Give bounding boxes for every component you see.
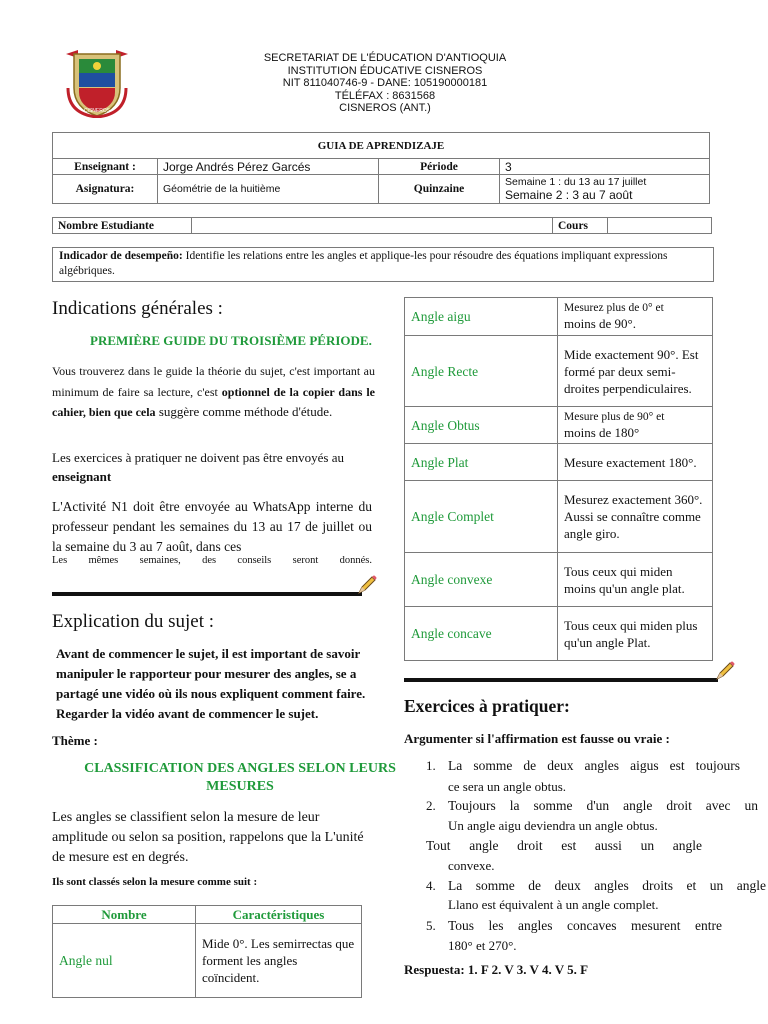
week-2: Semaine 2 : 3 au 7 août (505, 188, 633, 202)
angle-name-cell: Angle concave (405, 607, 558, 661)
indicator-box (52, 247, 714, 282)
indications-text-bold: enseignant (52, 469, 112, 484)
indications-paragraph-1 (52, 361, 375, 423)
pencil-divider (52, 592, 362, 596)
exercise-line-2: 180° et 270°. (448, 938, 517, 953)
course-label: Cours (553, 218, 608, 234)
angle-desc-small: Mesure plus de 90° et (564, 410, 665, 423)
exercise-number: 4. (426, 878, 436, 893)
list-item (404, 838, 766, 878)
header-line: SECRETARIAT DE L'ÉDUCATION D'ANTIOQUIA (263, 52, 507, 64)
period-value: 3 (500, 159, 710, 175)
indications-heading: Indications générales : (52, 298, 223, 319)
period-label: Période (379, 159, 500, 175)
angle-name-cell: Angle nul (53, 924, 196, 998)
angle-desc-cell: Mesure exactement 180°. (558, 444, 713, 481)
exercise-line-1: Toujours la somme d'un angle droit avec un (448, 798, 758, 813)
header-line: CISNEROS (ANT.) (339, 102, 431, 114)
pencil-icon (356, 574, 378, 601)
fortnight-label: Quinzaine (379, 175, 500, 204)
angle-name-cell: Angle convexe (405, 553, 558, 607)
angle-name-cell: Angle aigu (405, 298, 558, 336)
subject-value: Géométrie de la huitième (158, 175, 379, 204)
theme-title: CLASSIFICATION DES ANGLES SELON LEURS MESURES (84, 761, 396, 794)
list-item (404, 918, 766, 958)
theme-label: Thème : (52, 733, 98, 748)
explication-paragraph: Les angles se classifient selon la mesure de leur amplitude ou selon sa position, rappelons que la L'unité de mesure est en degrés. (52, 810, 364, 865)
exercise-line-1: Tous les angles concaves mesurent entre (448, 918, 722, 933)
indications-text: Vous trouverez dans le guide la théorie du sujet, c'est important au minimum de faire sa lecture, c'est (52, 364, 375, 399)
indications-text-bold: optionnel de la copier dans le cahier, bien que cela (52, 384, 375, 419)
angle-name-cell: Angle Recte (405, 336, 558, 407)
table-header-name: Nombre (53, 906, 196, 924)
table-header-features: Caractéristiques (196, 906, 362, 924)
answer-key: Respuesta: 1. F 2. V 3. V 4. V 5. F (404, 962, 589, 977)
angle-desc: moins de 90°. (564, 316, 637, 331)
angle-desc: moins de 180° (564, 424, 640, 440)
exercise-number: 5. (426, 918, 436, 933)
teacher-label: Enseignant : (53, 159, 158, 175)
header-line: INSTITUTION ÉDUCATIVE CISNEROS (287, 64, 483, 77)
angle-name-cell: Angle Plat (405, 444, 558, 481)
student-name-label: Nombre Estudiante (53, 218, 192, 234)
list-item (404, 758, 766, 798)
student-name-field[interactable] (192, 218, 553, 234)
indications-subtitle: PREMIÈRE GUIDE DU TROISIÈME PÉRIODE. (90, 333, 372, 348)
indications-text: Les exercices à pratiquer ne doivent pas être envoyés au (52, 450, 345, 465)
exercise-line-1: Tout angle droit est aussi un angle (426, 838, 702, 853)
angle-desc-cell: Tous ceux qui miden plus qu'un angle Plat. (558, 607, 713, 661)
student-table (52, 217, 712, 234)
course-field[interactable] (608, 218, 712, 234)
guide-title: GUIA DE APRENDIZAJE (53, 133, 710, 159)
angle-types-table (404, 297, 713, 661)
pencil-divider (404, 678, 718, 682)
angle-name-cell: Angle Complet (405, 481, 558, 553)
exercises-heading: Exercices à pratiquer: (404, 696, 570, 716)
explication-heading: Explication du sujet : (52, 611, 215, 632)
school-crest (64, 48, 130, 118)
exercises-instruction: Argumenter si l'affirmation est fausse ou vraie : (404, 731, 670, 746)
indicator-text: Identifie les relations entre les angles et applique-les pour résoudre des équations impliquant expressions algébriques. (59, 250, 668, 277)
angle-desc-small: Mesurez plus de 0° et (564, 302, 664, 314)
angle-nul-table (52, 905, 362, 998)
institution-header (200, 52, 570, 115)
indications-paragraph-2 (52, 448, 375, 486)
header-line: NIT 811040746-9 - DANE: 105190000181 (282, 77, 488, 89)
subject-label: Asignatura: (53, 175, 158, 204)
exercise-line-2: Llano est équivalent à un angle complet. (448, 897, 659, 912)
exercise-number: 1. (426, 758, 436, 773)
list-item (404, 798, 766, 838)
indicator-label: Indicador de desempeño: (59, 250, 183, 262)
crest-label: CISNEROS (83, 108, 111, 114)
pencil-icon (714, 660, 736, 687)
explication-intro: Avant de commencer le sujet, il est important de savoir manipuler le rapporteur pour mesurer des angles, se a partagé une vidéo où ils nous expliquent comment faire. Regarder la vidéo avant de commencer le sujet. (56, 646, 366, 721)
angle-desc-cell: Mide exactement 90°. Est formé par deux semi-droites perpendiculaires. (558, 336, 713, 407)
angle-desc-cell: Mide 0°. Les semirrectas que forment les angles coïncident. (196, 924, 362, 998)
fortnight-value (500, 175, 710, 204)
exercise-line-2: Un angle aigu deviendra un angle obtus. (448, 818, 658, 833)
exercise-line-2: ce sera un angle obtus. (448, 779, 567, 794)
teacher-name: Jorge Andrés Pérez Garcés (158, 159, 379, 175)
guide-info-table (52, 132, 710, 204)
angle-desc-cell (558, 407, 713, 444)
indications-small-note: Les mêmes semaines, des conseils seront donnés. (52, 555, 372, 566)
week-1: Semaine 1 : du 13 au 17 juillet (505, 176, 647, 188)
angle-desc-cell: Tous ceux qui miden moins qu'un angle plat. (558, 553, 713, 607)
angle-desc-cell: Mesurez exactement 360°. Aussi se connaître comme angle giro. (558, 481, 713, 553)
angle-name-cell: Angle Obtus (405, 407, 558, 444)
exercise-line-1: La somme de deux angles droits et un angle (448, 878, 766, 893)
indications-text: suggère comme méthode d'étude. (155, 404, 333, 419)
exercise-list (404, 758, 766, 958)
classified-label: Ils sont classés selon la mesure comme suit : (52, 876, 258, 888)
exercise-line-1: La somme de deux angles aigus est toujours (448, 758, 740, 773)
list-item (404, 878, 766, 918)
indications-paragraph-3: L'Activité N1 doit être envoyée au WhatsApp interne du professeur pendant les semaines du 13 au 17 de juillet ou la semaine du 3 au 7 août, dans ces (52, 499, 372, 554)
exercise-line-2: convexe. (448, 858, 495, 873)
header-line: TÉLÉFAX : 8631568 (334, 89, 436, 102)
exercise-number: 2. (426, 798, 436, 813)
angle-desc-cell (558, 298, 713, 336)
